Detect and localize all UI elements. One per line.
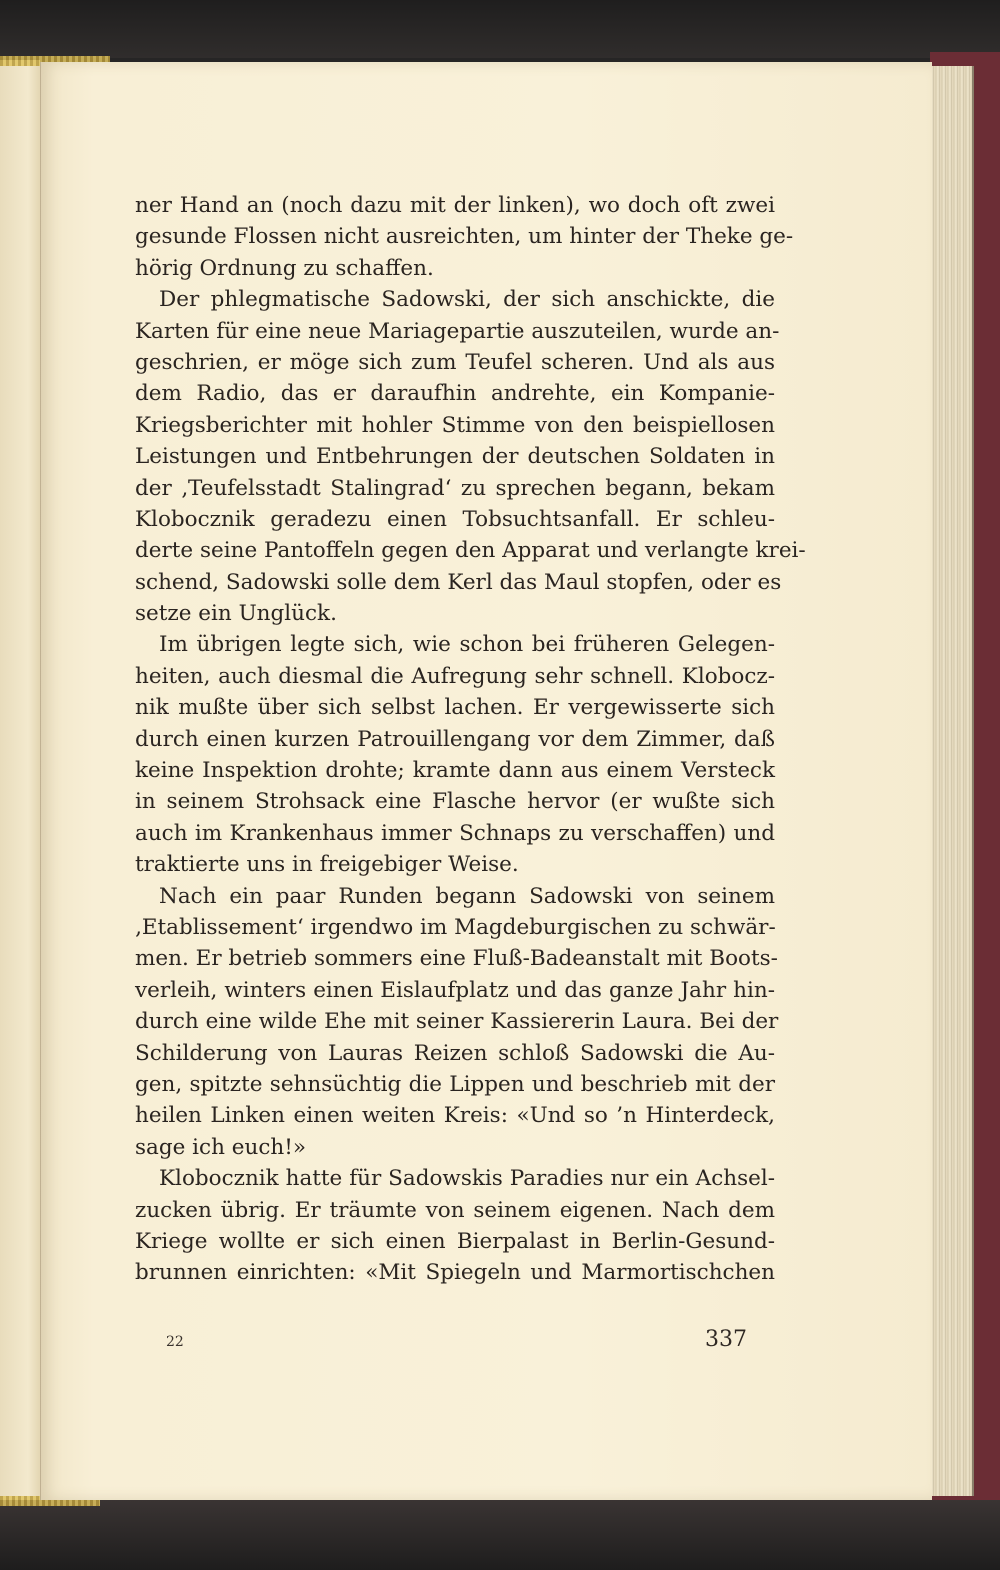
text-line: sage ich euch!» — [135, 1134, 307, 1160]
text-line: Klobocznik geradezu einen Tobsuchtsanfall. Er schleu- — [135, 506, 775, 532]
book-page — [40, 62, 932, 1500]
text-line: Kriegsberichter mit hohler Stimme von den beispiellosen — [135, 412, 775, 438]
gutter-line — [40, 62, 41, 1500]
text-line: traktierte uns in freigebiger Weise. — [135, 852, 519, 878]
background-bottom — [0, 1500, 1000, 1570]
text-line: Schilderung von Lauras Reizen schloß Sadowski die Au- — [135, 1040, 775, 1066]
text-line: dem Radio, das er daraufhin andrehte, ein Kompanie- — [135, 381, 775, 407]
text-line: durch eine wilde Ehe mit seiner Kassiererin Laura. Bei der — [135, 1009, 779, 1035]
text-line: Leistungen und Entbehrungen der deutschen Soldaten in — [135, 444, 775, 470]
text-line: zucken übrig. Er träumte von seinem eigenen. Nach dem — [135, 1197, 775, 1223]
page-edges — [928, 66, 974, 1496]
text-line: men. Er betrieb sommers eine Fluß-Badeanstalt mit Boots- — [135, 946, 778, 972]
text-line: Klobocznik hatte für Sadowskis Paradies nur ein Achsel- — [159, 1166, 775, 1192]
text-line: brunnen einrichten: «Mit Spiegeln und Marmortischchen — [135, 1260, 775, 1286]
text-line: gesunde Flossen nicht ausreichten, um hinter der Theke ge- — [135, 224, 794, 250]
text-line: durch einen kurzen Patrouillengang vor dem Zimmer, daß — [135, 726, 775, 752]
text-line: Kriege wollte er sich einen Bierpalast in Berlin-Gesund- — [135, 1228, 775, 1254]
text-line: schend, Sadowski solle dem Kerl das Maul stopfen, oder es — [135, 569, 782, 595]
text-line: Karten für eine neue Mariagepartie auszuteilen, wurde an- — [135, 318, 780, 344]
text-line: in seinem Strohsack eine Flasche hervor (er wußte sich — [135, 789, 775, 815]
signature-mark: 22 — [166, 1334, 184, 1350]
text-line: Der phlegmatische Sadowski, der sich anschickte, die — [159, 287, 775, 313]
text-line: setze ein Unglück. — [135, 601, 337, 627]
text-line: geschrien, er möge sich zum Teufel scheren. Und als aus — [135, 349, 775, 375]
text-line: ner Hand an (noch dazu mit der linken), wo doch oft zwei — [135, 193, 775, 218]
text-line: der ‚Teufelsstadt Stalingrad‘ zu sprechen begann, bekam — [135, 475, 775, 501]
text-line: Im übrigen legte sich, wie schon bei früheren Gelegen- — [159, 632, 775, 658]
text-line: ‚Etablissement‘ irgendwo im Magdeburgischen zu schwär- — [135, 914, 776, 940]
text-line: hörig Ordnung zu schaffen. — [135, 255, 434, 281]
text-line: verleih, winters einen Eislaufplatz und das ganze Jahr hin- — [135, 977, 775, 1003]
text-line: nik mußte über sich selbst lachen. Er vergewisserte sich — [135, 695, 775, 721]
text-line: Nach ein paar Runden begann Sadowski von seinem — [159, 883, 775, 909]
text-line: derte seine Pantoffeln gegen den Apparat und verlangte krei- — [135, 538, 806, 564]
background-top — [0, 0, 1000, 58]
text-line: heilen Linken einen weiten Kreis: «Und so ’n Hinterdeck, — [135, 1103, 775, 1129]
facing-page-edge — [0, 60, 40, 1500]
text-line: auch im Krankenhaus immer Schnaps zu verschaffen) und — [135, 820, 775, 846]
text-line: heiten, auch diesmal die Aufregung sehr schnell. Klobocz- — [135, 663, 775, 689]
body-text — [135, 190, 806, 1289]
text-line: gen, spitzte sehnsüchtig die Lippen und beschrieb mit der — [135, 1071, 775, 1097]
text-line: keine Inspektion drohte; kramte dann aus einem Versteck — [135, 758, 775, 784]
page-number: 337 — [705, 1327, 747, 1352]
